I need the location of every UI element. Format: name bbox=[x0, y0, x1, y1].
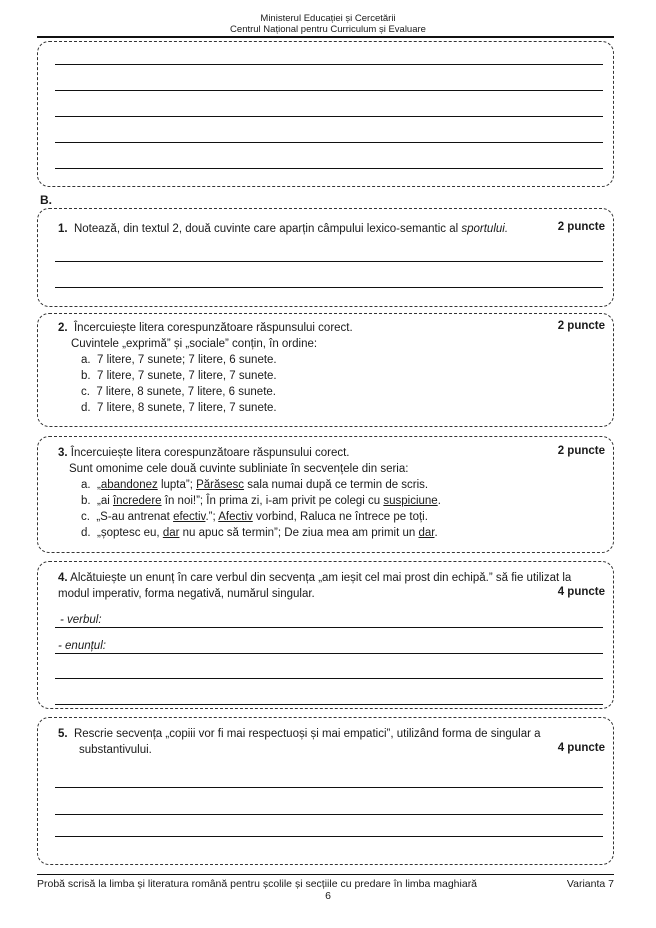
answer-line[interactable] bbox=[55, 90, 603, 91]
question-4-text: 4. Alcătuiește un enunț în care verbul din secvența „am ieșit cel mai prost din echipă.” să fie utilizat la bbox=[58, 572, 572, 584]
question-2-box bbox=[37, 313, 614, 427]
question-2-stem: Cuvintele „exprimă” și „sociale” conțin, în ordine: bbox=[71, 338, 318, 350]
question-4-box bbox=[37, 561, 614, 709]
answer-line[interactable] bbox=[55, 704, 603, 705]
option-b[interactable]: b. „ai încredere în noi!”; În prima zi, i-am privit pe colegi cu suspiciune. bbox=[81, 495, 441, 507]
answer-box-continuation bbox=[37, 41, 614, 187]
question-number: 1. bbox=[58, 223, 68, 235]
question-2-text: 2. Încercuiește litera corespunzătoare răspunsului corect. bbox=[58, 322, 353, 334]
option-c[interactable]: c. 7 litere, 8 sunete, 7 litere, 6 sunete. bbox=[81, 386, 276, 398]
label-sentence: - enunțul: bbox=[58, 640, 106, 652]
option-c[interactable]: c. „S-au antrenat efectiv.”; Afectiv vorbind, Raluca ne întrece pe toți. bbox=[81, 511, 428, 523]
answer-line-sentence[interactable] bbox=[55, 653, 603, 654]
points-badge: 2 puncte bbox=[557, 445, 605, 457]
question-4-text-cont: modul imperativ, forma negativă, numărul singular. bbox=[58, 588, 315, 600]
question-3-stem: Sunt omonime cele două cuvinte subliniate în secvențele din seria: bbox=[69, 463, 409, 475]
question-1-text: 1. Notează, din textul 2, două cuvinte care aparțin câmpului lexico-semantic al sportului. bbox=[58, 223, 509, 235]
label-verb: - verbul: bbox=[60, 614, 102, 626]
answer-line[interactable] bbox=[55, 287, 603, 288]
question-1-box bbox=[37, 208, 614, 307]
option-a[interactable]: a. 7 litere, 7 sunete; 7 litere, 6 sunete. bbox=[81, 354, 277, 366]
question-5-text: 5. Rescrie secvența „copiii vor fi mai respectuoși și mai empatici”, utilizând forma de singular a bbox=[58, 728, 541, 740]
answer-line[interactable] bbox=[55, 787, 603, 788]
section-heading: B. bbox=[40, 193, 52, 207]
question-3-box bbox=[37, 436, 614, 553]
header-divider bbox=[37, 36, 614, 38]
answer-line[interactable] bbox=[55, 168, 603, 169]
points-badge: 4 puncte bbox=[557, 586, 605, 598]
answer-line[interactable] bbox=[55, 836, 603, 837]
question-3-text: 3. Încercuiește litera corespunzătoare răspunsului corect. bbox=[58, 447, 350, 459]
header-center: Centrul Național pentru Curriculum și Evaluare bbox=[230, 24, 426, 35]
footer-exam-title: Probă scrisă la limba și literatura română pentru școlile și secțiile cu predare în limba maghiară bbox=[37, 878, 478, 890]
option-b[interactable]: b. 7 litere, 7 sunete, 7 litere, 7 sunete. bbox=[81, 370, 277, 382]
answer-line[interactable] bbox=[55, 814, 603, 815]
option-a[interactable]: a. „abandonez lupta”; Părăsesc sala numai după ce termin de scris. bbox=[81, 479, 429, 491]
answer-line[interactable] bbox=[55, 116, 603, 117]
question-5-box bbox=[37, 717, 614, 865]
option-d[interactable]: d. 7 litere, 8 sunete, 7 litere, 7 sunete. bbox=[81, 402, 277, 414]
points-badge: 2 puncte bbox=[557, 221, 605, 233]
option-d[interactable]: d. „șoptesc eu, dar nu apuc să termin”; De ziua mea am primit un dar. bbox=[81, 527, 438, 539]
answer-line[interactable] bbox=[55, 678, 603, 679]
answer-line-verb[interactable] bbox=[55, 627, 603, 628]
question-5-text-cont: substantivului. bbox=[79, 744, 152, 756]
footer-variant: Varianta 7 bbox=[566, 878, 614, 890]
answer-line[interactable] bbox=[55, 64, 603, 65]
header-ministry: Ministerul Educației și Cercetării bbox=[260, 13, 396, 24]
points-badge: 2 puncte bbox=[557, 320, 605, 332]
page-number: 6 bbox=[325, 890, 331, 902]
footer-divider bbox=[37, 874, 614, 875]
answer-line[interactable] bbox=[55, 261, 603, 262]
answer-line[interactable] bbox=[55, 142, 603, 143]
points-badge: 4 puncte bbox=[557, 742, 605, 754]
